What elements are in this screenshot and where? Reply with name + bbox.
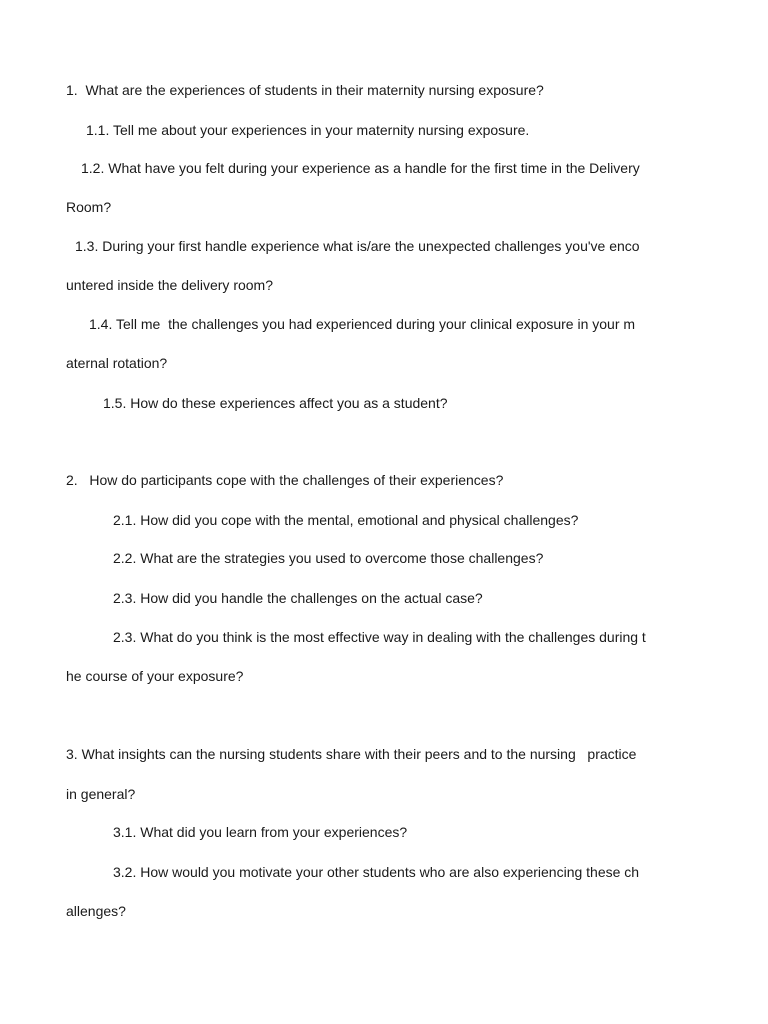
question-3-continued: in general? [66,786,136,802]
question-2-1: 2.1. How did you cope with the mental, emotional and physical challenges? [113,512,579,528]
question-3-1: 3.1. What did you learn from your experiences? [113,824,408,840]
question-1-2: 1.2. What have you felt during your experience as a handle for the first time in the Delivery [81,160,640,176]
question-1-3-continued: untered inside the delivery room? [66,277,274,293]
question-1-1: 1.1. Tell me about your experiences in your maternity nursing exposure. [86,122,530,138]
question-2: 2. How do participants cope with the challenges of their experiences? [66,472,504,488]
question-2-2: 2.2. What are the strategies you used to overcome those challenges? [113,550,544,566]
question-1-2-continued: Room? [66,199,112,215]
question-1: 1. What are the experiences of students in their maternity nursing exposure? [66,82,544,98]
question-2-3b: 2.3. What do you think is the most effective way in dealing with the challenges during t [113,629,646,645]
question-1-4-continued: aternal rotation? [66,355,168,371]
question-1-4: 1.4. Tell me the challenges you had experienced during your clinical exposure in your m [89,316,636,332]
question-2-3: 2.3. How did you handle the challenges on the actual case? [113,590,483,606]
question-1-3: 1.3. During your first handle experience what is/are the unexpected challenges you've enco [75,238,640,254]
question-2-3b-continued: he course of your exposure? [66,668,244,684]
question-3-2-continued: allenges? [66,903,126,919]
question-3-2: 3.2. How would you motivate your other students who are also experiencing these ch [113,864,640,880]
question-3: 3. What insights can the nursing students share with their peers and to the nursing practice [66,746,637,762]
question-1-5: 1.5. How do these experiences affect you as a student? [103,395,448,411]
